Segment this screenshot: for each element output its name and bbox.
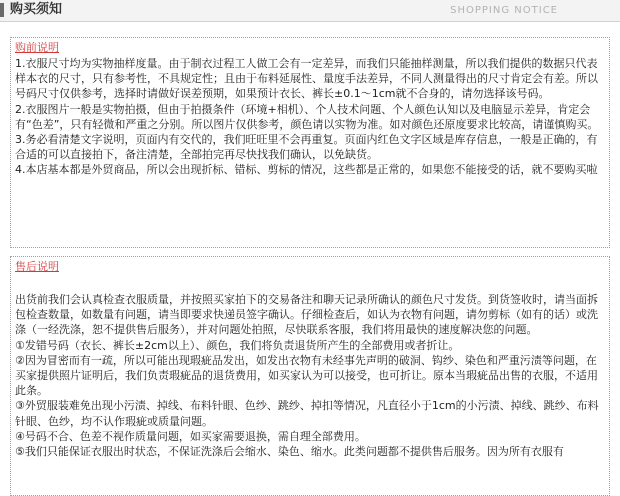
pre-sale-item-3: 3.务必看清楚文字说明，页面内有交代的，我们旺旺里不会再重复。页面内红色文字区域是库存信息，一般是正确的，有合适的可以直接拍下，备注清楚，全部拍完再尽快找我们确认，以免缺货。: [15, 133, 598, 162]
pre-sale-section: [10, 37, 610, 248]
pre-sale-item-1: 1.衣服尺寸均为实物抽样度量。由于制衣过程工人做工会有一定差异，而我们只能抽样测量，所以我们提供的数据只代表样本衣的尺寸，只有参考性，不具规定性；且由于布料延展性、量度手法差异，不同人测量得出的尺寸肯定会有差。所以号码尺寸仅供参考，选择时请做好误差预期，如果预计衣长、裤长±0.1～1cm就不合身的，请勿选择该号码。: [15, 57, 598, 101]
after-sale-spacer: [15, 275, 603, 292]
header-accent-bar: [0, 3, 4, 17]
after-sale-item-2: ②因为冒密而有一疏，所以可能出现瑕疵品发出，如发出衣物有未经事先声明的破洞、钩纱、染色和严重污渍等问题，在买家提供照片证明后，我们负责瑕疵品的退货费用，如买家认为可以接受，也可折让。原本当瑕疵品出售的衣服，不适用此条。: [15, 353, 598, 398]
after-sale-intro: 出货前我们会认真检查衣服质量，并按照买家拍下的交易备注和聊天记录所确认的颜色尺寸发货。到货签收时，请当面拆包检查数量，如数量有问题，请当即要求快递员签字确认。仔细检查后，如认为衣物有问题，请勿剪标（如有的话）或洗涤（一经洗涤，恕不提供售后服务），并对问题处拍照，尽快联系客服，我们将用最快的速度解决您的问题。: [15, 293, 598, 337]
after-sale-title[interactable]: 售后说明: [15, 260, 59, 273]
after-sale-item-1: ①发错号码（衣长、裤长±2cm以上）、颜色，我们将负责退货所产生的全部费用或者折让。: [15, 338, 460, 352]
after-sale-section: [10, 256, 610, 496]
header-title: 购买须知: [10, 2, 63, 17]
pre-sale-item-2: 2.衣服图片一般是实物拍摄，但由于拍摄条件（环境+相机）、个人技术问题、个人颜色认知以及电脑显示差异，肯定会有“色差”，只有轻微和严重之分别。所以图片仅供参考，颜色请以实物为准。如对颜色还原度要求比较高，请谨慎购买。: [15, 102, 599, 131]
pre-sale-item-4: 4.本店基本都是外贸商品，所以会出现折标、错标、剪标的情况，这些都是正常的，如果您不能接受的话，就不要购买啦: [15, 163, 598, 177]
pre-sale-title[interactable]: 购前说明: [15, 41, 59, 54]
after-sale-item-5: ⑤我们只能保证衣服出时状态，不保证洗涤后会缩水、染色、缩水。此类问题都不提供售后服务。因为所有衣服有: [15, 445, 564, 459]
after-sale-item-3: ③外贸服装难免出现小污渍、掉线、布料针眼、色纱、跳纱、掉扣等情况，凡直径小于1cm的小污渍、掉线、跳纱、布料针眼、色纱，均不认作瑕疵或质量问题。: [15, 399, 599, 428]
after-sale-item-4: ④号码不合、色差不视作质量问题，如买家需要退换，需自理全部费用。: [15, 429, 366, 443]
header-subtitle-en: SHOPPING NOTICE: [450, 5, 558, 16]
shopping-notice-header: [0, 0, 620, 22]
